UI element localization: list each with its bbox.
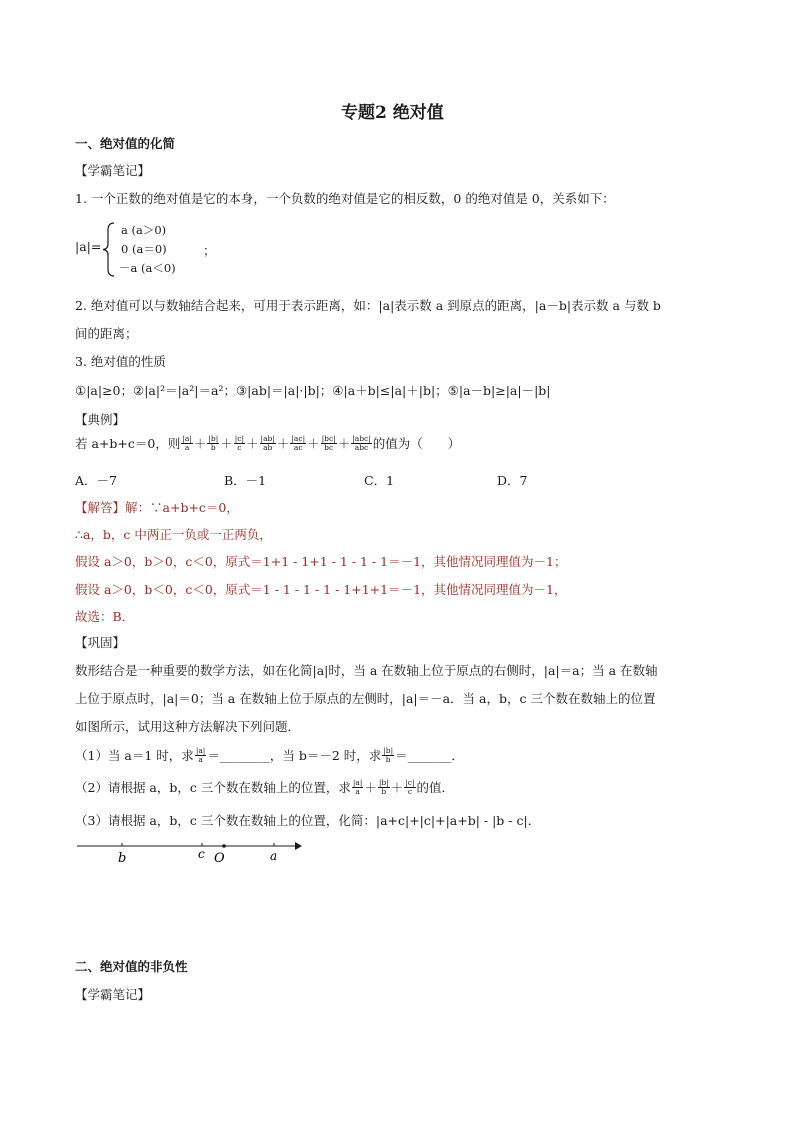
label-a: a: [270, 849, 278, 863]
fraction: [181, 435, 193, 452]
section1-heading: 一、绝对值的化简: [75, 136, 176, 151]
question-2: （2）请根据 a，b，c 三个数在数轴上的位置，求 $\frac{|a|}{a}$ ＋ $\frac{|b|}{b}$ ＋ $\frac{|c|}{c}$ 的值．: [75, 777, 455, 796]
answer-line-3: 假设 a＞0，b＞0，c＜0，原式＝1+1 - 1+1 - 1 - 1 - 1＝－1，其他情况同理值为－1；: [75, 554, 567, 569]
q1-part-c: ＝_______．: [395, 748, 464, 763]
answer-line-4: 假设 a＞0，b＜0，c＜0，原式＝1 - 1 - 1 - 1 - 1+1+1＝－1，其他情况同理值为－1，: [75, 582, 567, 597]
fraction-den: a: [198, 754, 203, 764]
fraction-den: c: [407, 786, 413, 796]
fraction-num: |a|: [195, 745, 206, 755]
piecewise-definition: [75, 222, 275, 277]
fraction-den: b: [210, 442, 216, 452]
q1-part-a: （1）当 a＝1 时，求: [75, 748, 194, 763]
fraction-num: |b|: [378, 777, 389, 787]
label-b: b: [118, 851, 127, 866]
piecewise-lhs: |a|=: [75, 239, 102, 254]
properties-line: ①|a|≥0；②|a|²＝|a²|＝a²；③|ab|＝|a|·|b|；④|a＋b|≤|a|＋|b|；⑤|a－b|≥|a|－|b|: [75, 383, 551, 398]
q2-part-a: （2）请根据 a，b，c 三个数在数轴上的位置，求: [75, 780, 351, 795]
consolidate-line-1: 数形结合是一种重要的数学方法，如在化简|a|时，当 a 在数轴上位于原点的右侧时，|a|＝a；当 a 在数轴: [75, 663, 658, 678]
section2-heading: 二、绝对值的非负性: [75, 959, 188, 974]
label-o: O: [214, 851, 225, 866]
page-title: 专题2 绝对值: [341, 103, 444, 123]
fraction-den: ab: [263, 442, 273, 452]
fraction: [290, 435, 306, 452]
number-line: [75, 838, 310, 868]
example-suffix: 的值为（ ）: [372, 436, 461, 451]
origin-dot: [222, 844, 226, 848]
q1-part-b: ＝________，当 b＝－2 时，求: [207, 748, 382, 763]
note-item-1: 1. 一个正数的绝对值是它的本身，一个负数的绝对值是它的相反数，0 的绝对值是 0，关系如下：: [75, 191, 615, 206]
fraction: [352, 779, 364, 796]
fraction: [321, 435, 337, 452]
answer-text: 解：∵a+b+c＝0，: [125, 500, 239, 515]
note-item-2-line2: 间的距离；: [75, 326, 138, 341]
fraction: [378, 779, 390, 796]
fraction: [351, 435, 372, 452]
consolidate-line-3: 如图所示，试用这种方法解决下列问题．: [75, 719, 301, 734]
fraction-num: |b|: [383, 745, 394, 755]
piecewise-row-2: 0 (a＝0): [121, 242, 167, 256]
note-item-2-line1: 2. 绝对值可以与数轴结合起来，可用于表示距离，如：|a|表示数 a 到原点的距离，|a－b|表示数 a 与数 b: [75, 298, 661, 313]
option-b: B．－1: [224, 473, 267, 488]
fraction-den: a: [355, 786, 360, 796]
fraction-den: ac: [293, 442, 303, 452]
note-item-3: 3. 绝对值的性质: [75, 354, 166, 369]
fraction: [234, 435, 245, 452]
option-c: C．1: [364, 473, 395, 488]
fraction-num: |abc|: [352, 433, 371, 443]
brace-icon: [102, 222, 116, 277]
option-a: A．－7: [75, 473, 117, 488]
answer-line-5: 故选：B．: [75, 609, 135, 624]
example-label: 【典例】: [75, 412, 126, 427]
question-3: （3）请根据 a，b，c 三个数在数轴上的位置，化简：|a+c|+|c|+|a+b| - |b - c|．: [75, 813, 541, 828]
fraction: [260, 435, 276, 452]
section2-notes-label: 【学霸笔记】: [75, 987, 151, 1002]
consolidate-label: 【巩固】: [75, 635, 126, 650]
fraction-num: |ac|: [291, 433, 306, 443]
fraction-num: |ab|: [260, 433, 275, 443]
notes-label: 【学霸笔记】: [75, 163, 151, 178]
fraction: [195, 747, 207, 764]
label-c: c: [198, 847, 205, 861]
fraction-num: |bc|: [321, 433, 336, 443]
fraction-den: c: [237, 442, 242, 452]
fraction-num: |c|: [234, 433, 245, 443]
fraction-num: |a|: [352, 777, 363, 787]
option-d: D．7: [497, 473, 528, 488]
q2-part-b: 的值．: [416, 780, 455, 795]
example-prefix: 若 a+b+c＝0，则: [75, 436, 181, 451]
piecewise-tail: ；: [203, 243, 216, 258]
fraction-den: b: [385, 754, 391, 764]
answer-label: 【解答】: [75, 500, 126, 515]
fraction-num: |c|: [405, 777, 415, 787]
question-1: [75, 746, 464, 764]
fraction-den: b: [381, 786, 387, 796]
piecewise-row-3: －a (a＜0): [119, 261, 176, 275]
piecewise-row-1: a (a＞0): [121, 223, 167, 237]
answer-line-1: [75, 498, 239, 516]
fraction-den: abc: [354, 442, 369, 452]
example-question: 若 a+b+c＝0，则 $\frac{|a|}{a}$ ＋ $\frac{|b|}{b}$ ＋ $\frac{|c|}{c}$ ＋ $\frac{|ab|}{ab}$ ＋ $\frac{|ac|}{ac}$ ＋ $\frac{|bc|}{bc}$ ＋ $\frac{\text{|abc|}}{\text{abc}}$ 的值为（ ）: [75, 433, 461, 452]
fraction-num: |b|: [208, 433, 219, 443]
fraction-num: |a|: [182, 433, 192, 443]
fraction: [404, 779, 415, 796]
arrow-right-icon: [295, 842, 302, 850]
fraction-den: bc: [324, 442, 334, 452]
consolidate-line-2: 上位于原点时，|a|＝0；当 a 在数轴上位于原点的左侧时，|a|＝－a．当 a，b，c 三个数在数轴上的位置: [75, 691, 656, 706]
answer-line-2: ∴a，b，c 中两正一负或一正两负，: [75, 527, 272, 542]
fraction: [207, 435, 219, 452]
fraction-den: a: [184, 442, 190, 452]
fraction: [382, 747, 394, 764]
